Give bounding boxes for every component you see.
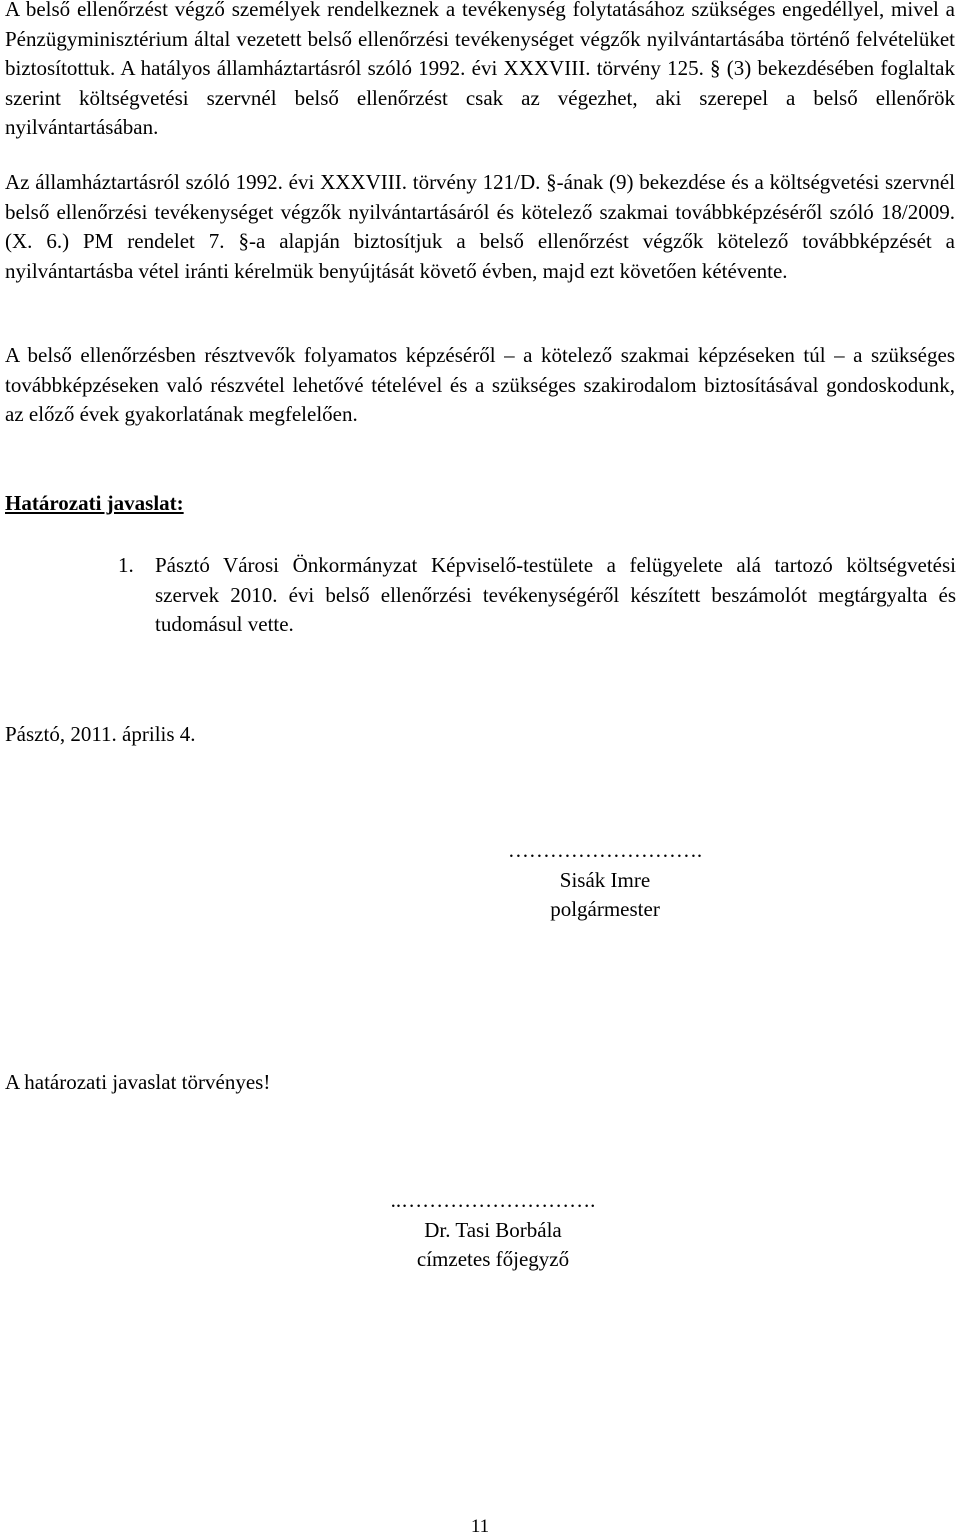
signatory-name: Sisák Imre bbox=[559, 867, 651, 892]
paragraph-training-legal-basis: Az államháztartásról szóló 1992. évi XXXVIII. törvény 121/D. §-ának (9) bekezdése és a költségvetési szervnél belső ellenőrzési tevékenységet végzők nyilvántartásáról és kötelező szakmai továbbképzéséről szóló 18/2009. (X. 6.) PM rendelet 7. §-a alapján biztosítjuk a belső ellenőrzést végzők kötelező továbbképzését a nyilvántartásba vétel iránti kérelmük benyújtását követő évben, majd ezt követően kétévente. bbox=[5, 170, 955, 283]
resolution-item-number: 1. bbox=[118, 553, 134, 577]
mayor-signature-block bbox=[405, 836, 805, 925]
legal-approval-note: A határozati javaslat törvényes! bbox=[5, 1070, 271, 1094]
resolution-item-text: Pásztó Városi Önkormányzat Képviselő-testülete a felügyelete alá tartozó költségvetési szervek 2010. évi belső ellenőrzési tevékenységéről készített beszámolót megtárgyalta és tudomásul vette. bbox=[155, 553, 956, 636]
signatory-title: polgármester bbox=[550, 897, 660, 921]
resolution-heading: Határozati javaslat: bbox=[5, 491, 184, 515]
resolution-item bbox=[118, 551, 956, 640]
signature-line: ..………………………. bbox=[390, 1188, 596, 1212]
notary-signature-block bbox=[293, 1186, 693, 1275]
signatory-title: címzetes főjegyző bbox=[416, 1247, 570, 1271]
page-number: 11 bbox=[470, 1516, 490, 1537]
signature-line: ………………………. bbox=[507, 838, 703, 862]
paragraph-internal-audit-qualification: A belső ellenőrzést végző személyek rendelkeznek a tevékenység folytatásához szükséges engedéllyel, mivel a Pénzügyminisztérium által vezetett belső ellenőrzési tevékenységet végzők nyilvántartásába történő felvételüket biztosítottuk. A hatályos államháztartásról szóló 1992. évi XXXVIII. törvény 125. § (3) bekezdésében foglaltak szerint költségvetési szervnél belső ellenőrzést csak az végezhet, aki szerepel a belső ellenőrök nyilvántartásában. bbox=[5, 0, 955, 139]
place-date: Pásztó, 2011. április 4. bbox=[5, 722, 196, 746]
paragraph-continuous-training: A belső ellenőrzésben résztvevők folyamatos képzéséről – a kötelező szakmai képzéseken túl – a szükséges továbbképzéseken való részvétel lehetővé tételével és a szükséges szakirodalom biztosításával gondoskodunk, az előző évek gyakorlatának megfelelően. bbox=[5, 343, 955, 426]
signatory-name: Dr. Tasi Borbála bbox=[424, 1217, 562, 1242]
